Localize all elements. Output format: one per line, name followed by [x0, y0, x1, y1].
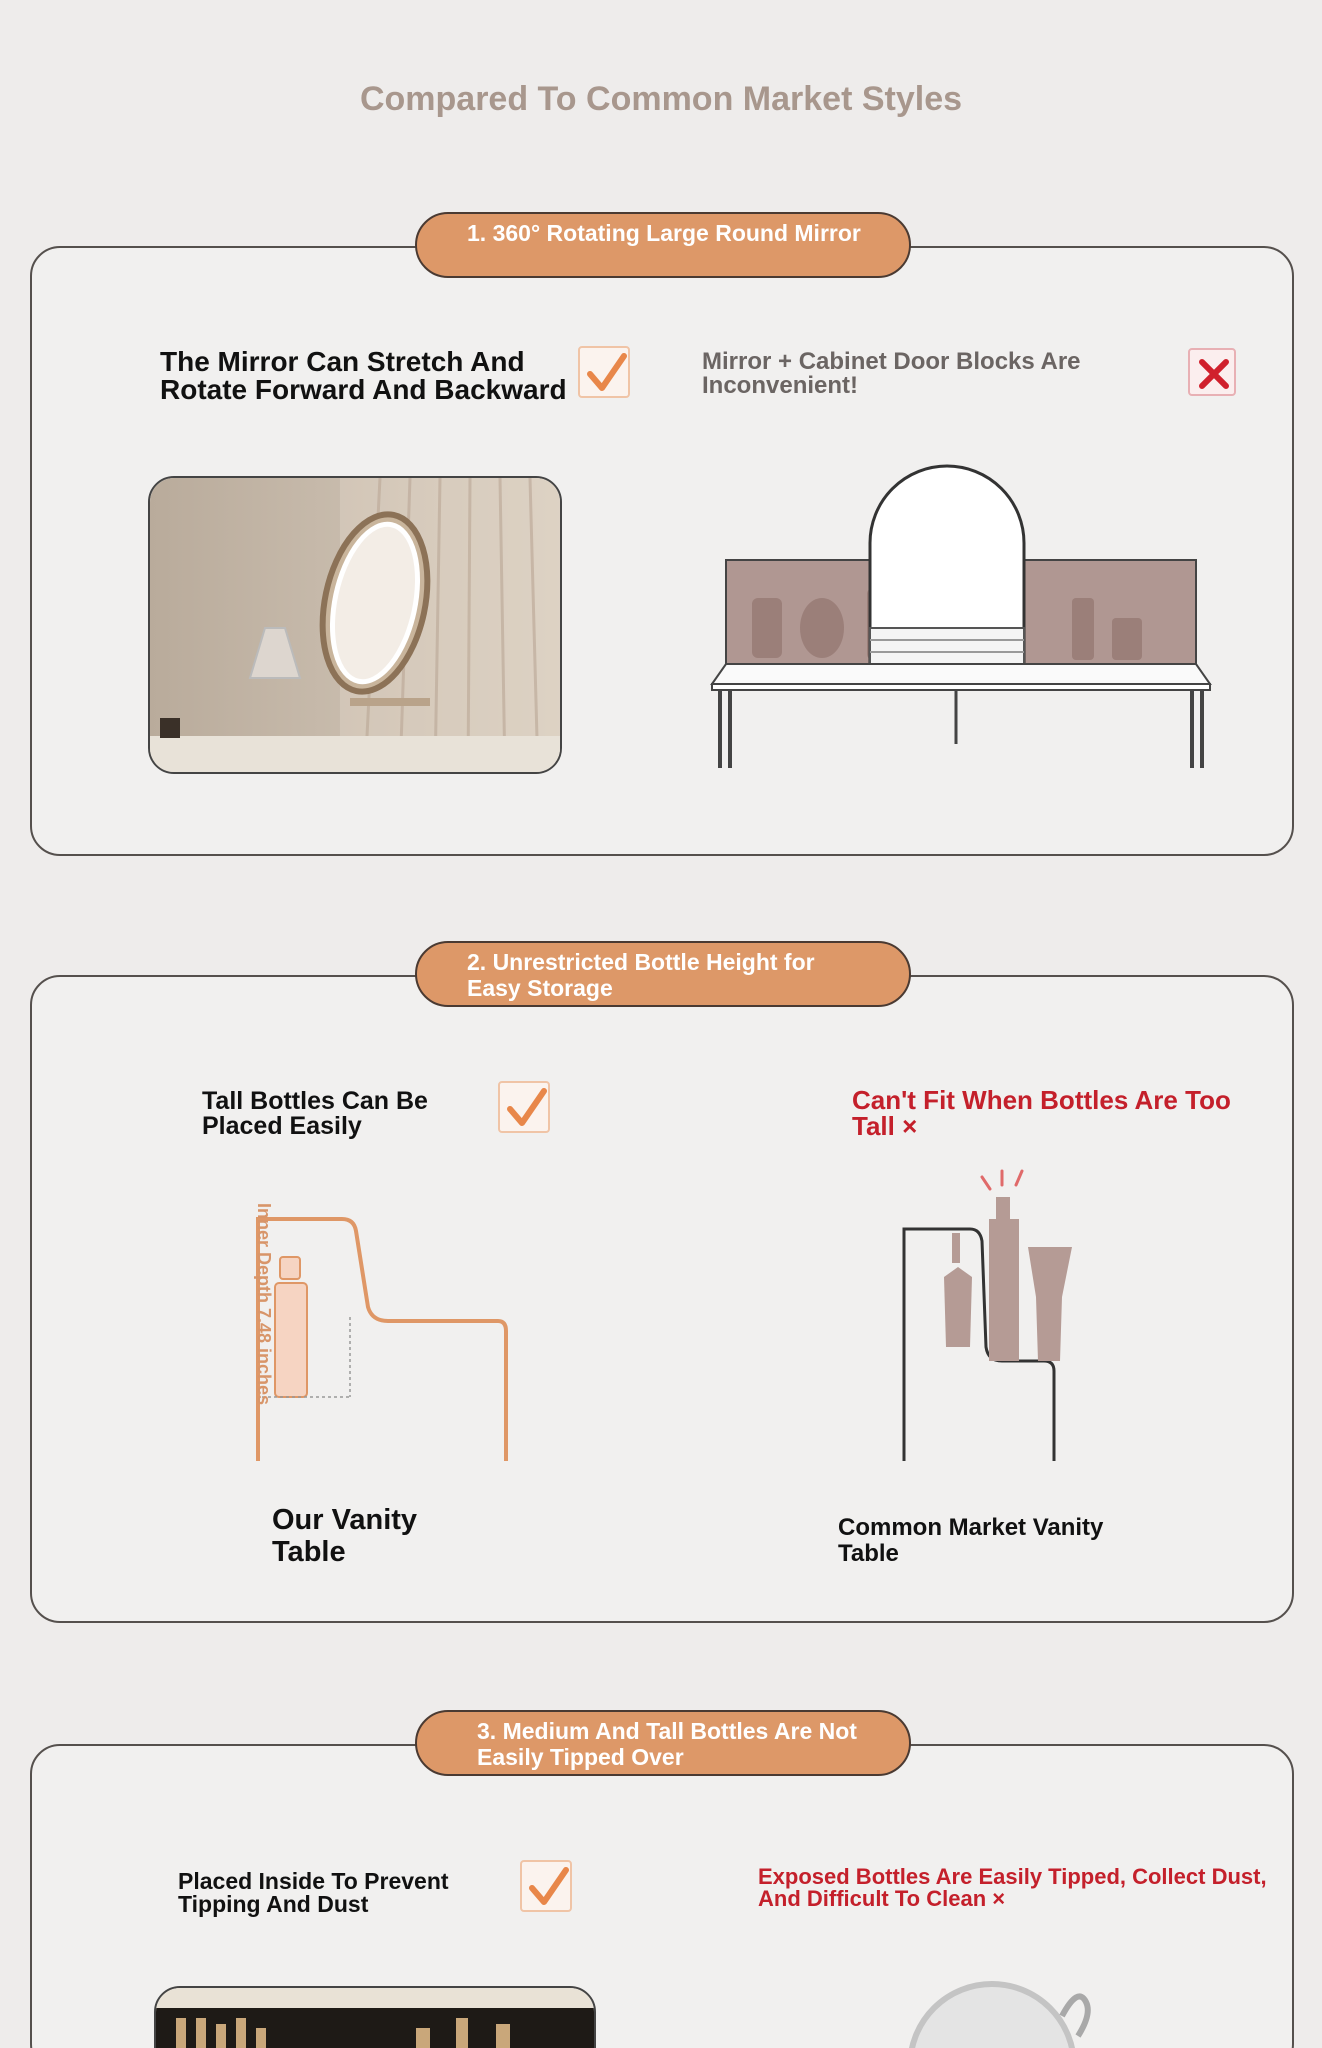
section-mirror	[30, 246, 1294, 856]
check-icon	[578, 346, 630, 398]
section-tipping	[30, 1744, 1294, 2048]
section-bottle-height	[30, 975, 1294, 1623]
common-vanity-bottle-illustration	[862, 1167, 1162, 1467]
inner-depth-label: Inner Depth 7.48 inches	[254, 1203, 274, 1406]
bottle-bad-label: Can't Fit When Bottles Are Too Tall ×	[852, 1085, 1231, 1141]
mirror-bad-label: Mirror + Cabinet Door Blocks Are Inconvenient!	[702, 348, 1081, 399]
our-vanity-caption: Our Vanity Table	[272, 1504, 418, 1568]
common-vanity-caption: Common Market Vanity Table	[838, 1514, 1104, 1568]
section-3-pill: 3. Medium And Tall Bottles Are Not Easily Tipped Over	[415, 1710, 911, 1776]
cross-icon	[1188, 348, 1236, 396]
tipping-bad-label: Exposed Bottles Are Easily Tipped, Collect Dust, And Difficult To Clean ×	[758, 1864, 1267, 1911]
mirror-photo	[148, 476, 562, 774]
section-1-pill: 1. 360° Rotating Large Round Mirror	[415, 212, 911, 278]
our-vanity-illustration	[182, 1197, 562, 1467]
round-mirror-illustration	[882, 1956, 1132, 2048]
mirror-good-label: The Mirror Can Stretch And Rotate Forward And Backward	[160, 346, 567, 405]
bottle-good-label: Tall Bottles Can Be Placed Easily	[202, 1087, 428, 1140]
cabinet-photo	[154, 1986, 596, 2048]
common-vanity-illustration	[702, 448, 1262, 778]
check-icon	[520, 1860, 572, 1912]
check-icon	[498, 1081, 550, 1133]
page-title: Compared To Common Market Styles	[359, 80, 963, 118]
section-2-pill: 2. Unrestricted Bottle Height for Easy Storage	[415, 941, 911, 1007]
tipping-good-label: Placed Inside To Prevent Tipping And Dust	[178, 1868, 449, 1917]
